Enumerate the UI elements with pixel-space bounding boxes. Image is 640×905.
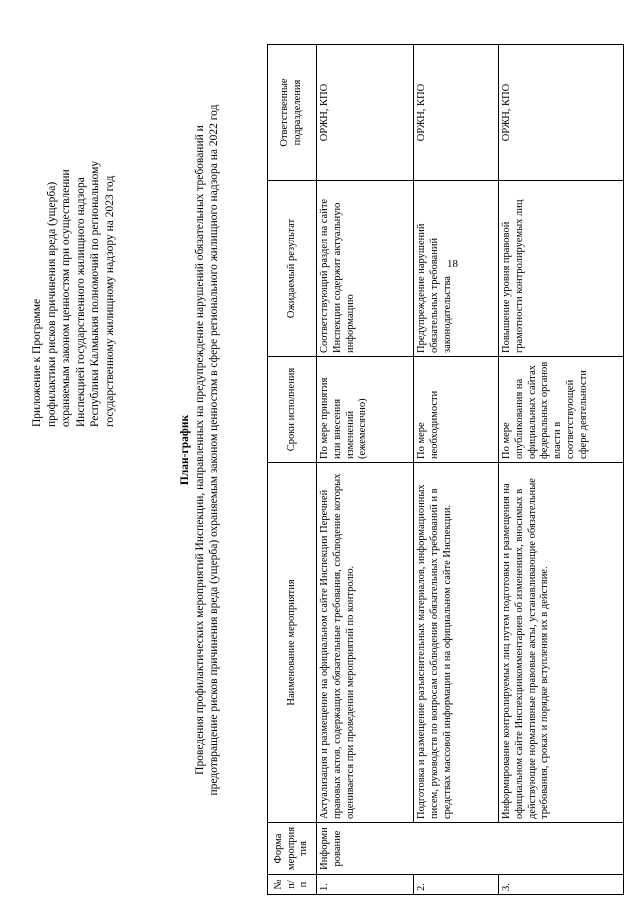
- cell-num: 2.: [414, 875, 499, 895]
- table-header-row: [268, 45, 317, 895]
- cell-result: Соответствующий раздел на сайте Инспекции содержит актуальную информацию: [317, 181, 414, 357]
- header-form: Форма мероприятия: [268, 823, 317, 875]
- heading-subtitle-line: предотвращение рисков причинения вреда (ущерба) охраняемым законом ценностям в сфере регионального жилищного надзора на 2022 год: [208, 104, 220, 796]
- appendix-line: Приложение к Программе: [31, 298, 43, 427]
- plan-table: [267, 44, 624, 895]
- table-row: [414, 45, 499, 895]
- appendix-line: охраняемым законом ценностям при осуществлении: [60, 169, 72, 427]
- header-deadline: Сроки исполнения: [268, 357, 317, 463]
- cell-name: Актуализация и размещение на официальном сайте Инспекции Перечней правовых актов, содержащих обязательные требования, соблюдение которых оценивается при проведении мероприятий по контролю.: [317, 463, 414, 823]
- heading-subtitle-line: Проведения профилактических мероприятий Инспекции, направленных на предупреждение нарушений обязательных требований и: [193, 125, 206, 775]
- cell-responsible: ОРЖН, КПО: [499, 45, 624, 181]
- appendix-block: [30, 127, 117, 427]
- header-responsible: Ответственные подразделения: [268, 45, 317, 181]
- table-row: [317, 45, 414, 895]
- page-number: 18: [447, 258, 458, 270]
- table-row: [499, 45, 624, 895]
- cell-responsible: ОРЖН, КПО: [317, 45, 414, 181]
- cell-deadline: По мере опубликования на официальных сайтах федеральных органов власти в соответствующей сфере деятельности: [499, 357, 624, 463]
- header-name: Наименование мероприятия: [268, 463, 317, 823]
- cell-num: 1.: [317, 875, 414, 895]
- cell-num: 3.: [499, 875, 624, 895]
- cell-result: Повышение уровня правовой грамотности контролируемых лиц: [499, 181, 624, 357]
- appendix-line: профилактики рисков причинения вреда (ущерба): [45, 181, 58, 427]
- header-num: № п/п: [268, 875, 317, 895]
- cell-name: Подготовка и размещение разъяснительных материалов, информационных писем, руководств по вопросам соблюдения обязательных требований и в средствах массовой информации и на официальном сайте Инспекции.: [414, 463, 499, 823]
- cell-responsible: ОРЖН, КПО: [414, 45, 499, 181]
- appendix-line: государственному жилищному надзору на 2023 год: [103, 175, 116, 427]
- appendix-line: Инспекцией государственного жилищного надзора: [74, 177, 87, 427]
- cell-form-merged: Информирование: [317, 823, 624, 875]
- header-result: Ожидаемый результат: [268, 181, 317, 357]
- cell-result: Предупреждение нарушений обязательных требований законодательства: [414, 181, 499, 357]
- heading-title: План-график: [179, 414, 191, 486]
- document-heading: [178, 35, 222, 865]
- cell-deadline: По мере необходимости: [414, 357, 499, 463]
- cell-deadline: По мере принятия или внесения изменений (ежемесячно): [317, 357, 414, 463]
- cell-name: Информирование контролируемых лиц путем подготовки и размещения на официальном сайте Инспекциикомментариев об изменениях, вносимых в действующие нормативные правовые акты, устанавливающие обязательные требования, сроках и порядке вступления их в действие.: [499, 463, 624, 823]
- appendix-line: Республики Калмыкия полномочий по региональному: [89, 160, 101, 427]
